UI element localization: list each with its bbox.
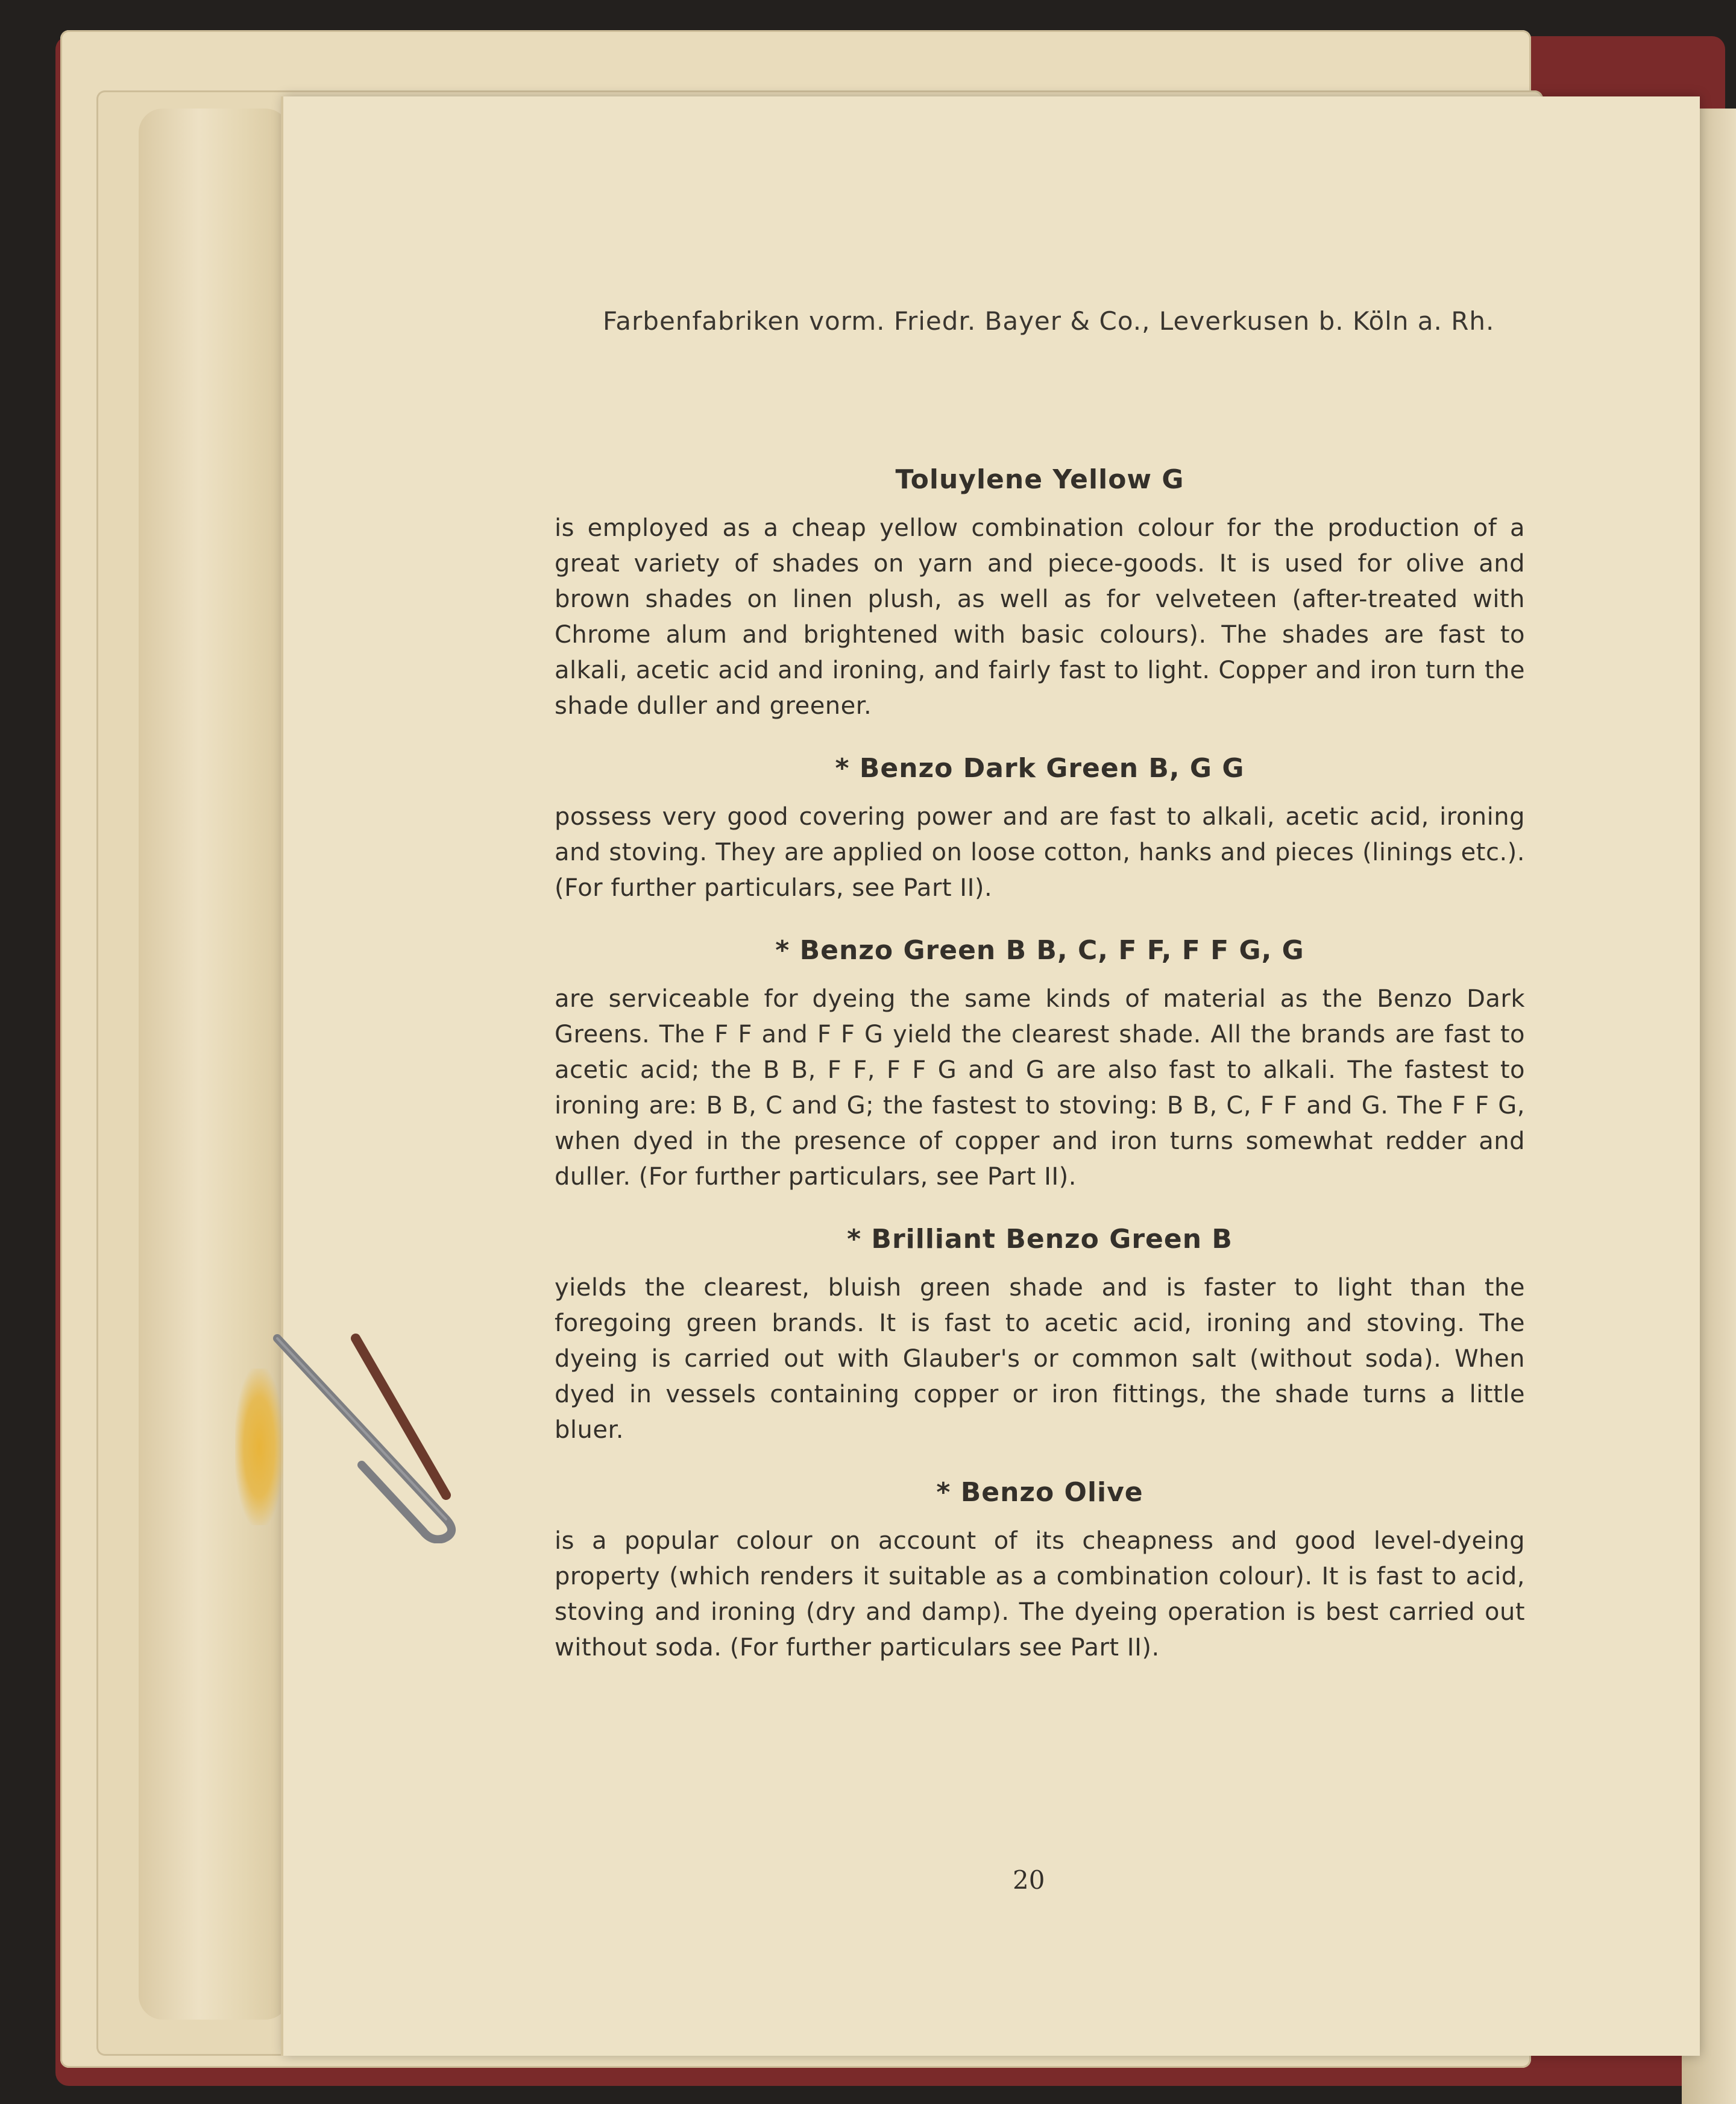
section-body: yields the clearest, bluish green shade and is faster to light than the foregoing green brands. It is fast to acetic acid, ironing and stoving. The dyeing is carried out with Glauber's or common salt (without soda). When dyed in vessels containing copper or iron fittings, the shade turns a little bluer. [555,1274,1525,1444]
section-title: Toluylene Yellow G [895,464,1184,495]
section-brilliant-benzo-green [555,1224,1525,1448]
page-number: 20 [1013,1865,1045,1895]
section-toluylene-yellow-g [555,464,1525,724]
section-body: possess very good covering power and are fast to alkali, acetic acid, ironing and stoving. They are applied on loose cotton, hanks and pieces (linings etc.). (For further particulars, see Part II). [555,803,1525,902]
page-content [555,464,1525,1695]
section-benzo-green [555,935,1525,1195]
paper-clip-icon [265,1314,464,1543]
page-header: Farbenfabriken vorm. Friedr. Bayer & Co., Leverkusen b. Köln a. Rh. [603,306,1495,336]
section-body: are serviceable for dyeing the same kinds of material as the Benzo Dark Greens. The F F and F F G yield the clearest shade. All the brands are fast to acetic acid; the B B, F F, F F G and G are also fast to alkali. The fastest to ironing are: B B, C and G; the fastest to stoving: B B, C, F F and G. The F F G, when dyed in the presence of copper and iron turns somewhat redder and duller. (For further particulars, see Part II). [555,985,1525,1191]
torn-binding-edge [139,109,289,2020]
section-title: * Brilliant Benzo Green B [847,1224,1233,1255]
section-title: * Benzo Dark Green B, G G [835,753,1245,784]
section-body: is employed as a cheap yellow combination colour for the production of a great variety of shades on yarn and piece-goods. It is used for olive and brown shades on linen plush, as well as for velveteen (after-treated with Chrome alum and brightened with basic colours). The shades are fast to alkali, acetic acid and ironing, and fairly fast to light. Copper and iron turn the shade duller and greener. [555,514,1525,720]
section-title: * Benzo Olive [936,1477,1143,1508]
section-benzo-dark-green [555,753,1525,906]
section-body: is a popular colour on account of its cheapness and good level-dyeing property (which renders it suitable as a combination colour). It is fast to acid, stoving and ironing (dry and damp). The dyeing operation is best carried out without soda. (For further particulars see Part II). [555,1527,1525,1661]
section-title: * Benzo Green B B, C, F F, F F G, G [775,935,1304,966]
section-benzo-olive [555,1477,1525,1666]
